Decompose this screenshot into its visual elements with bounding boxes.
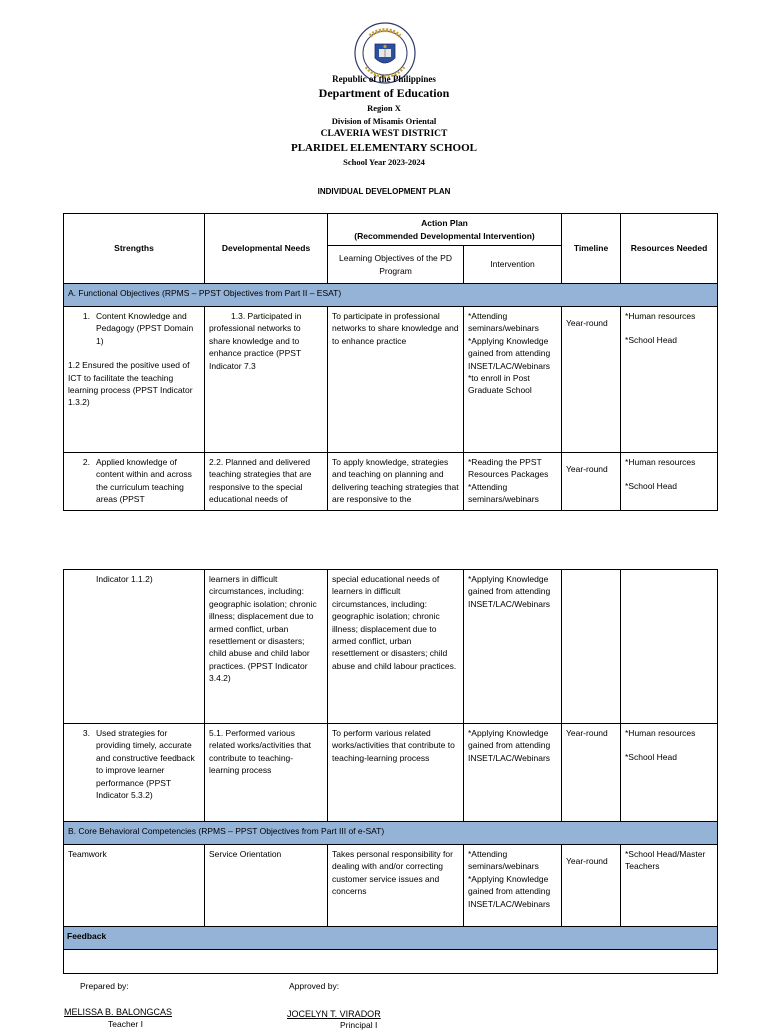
table-row bbox=[64, 570, 718, 724]
developmental-need-cell: 2.2. Planned and delivered teaching strategies that are responsive to the special educational needs of bbox=[205, 453, 328, 511]
resources-cell bbox=[621, 724, 718, 822]
timeline-cell: Year-round bbox=[562, 307, 621, 453]
intervention-item: *Applying Knowledge gained from attending INSET/LAC/Webinars bbox=[468, 335, 551, 371]
col-header-developmental-needs: Developmental Needs bbox=[205, 214, 328, 284]
action-plan-sublabel: (Recommended Developmental Intervention) bbox=[354, 230, 535, 241]
timeline-cell: Year-round bbox=[562, 453, 621, 511]
strength-text: Indicator 1.1.2) bbox=[96, 574, 153, 584]
col-header-intervention: Intervention bbox=[464, 246, 562, 284]
learning-objective-cell: special educational needs of learners in difficult circumstances, including: geographic isolation; chronic illness; displacement due to armed conflict, urban resettlement or disasters; child abuse and child labour practices. bbox=[328, 570, 464, 724]
learning-objective-cell: To perform various related works/activities that contribute to teaching-learning process bbox=[328, 724, 464, 822]
developmental-need-cell: Service Orientation bbox=[205, 845, 328, 927]
resource-item: *Human resources bbox=[625, 311, 696, 321]
preparer-name: MELISSA B. BALONGCAS bbox=[64, 1007, 173, 1017]
intervention-item: *Attending seminars/webinars bbox=[468, 311, 539, 334]
intervention-item: *Applying Knowledge gained from attending INSET/LAC/Webinars bbox=[468, 873, 551, 909]
strength-cell bbox=[64, 307, 205, 453]
approved-by-label: Approved by: bbox=[289, 981, 340, 991]
intervention-cell: *Applying Knowledge gained from attending INSET/LAC/Webinars bbox=[464, 570, 562, 724]
idp-table-page-1 bbox=[63, 213, 718, 511]
feedback-content bbox=[64, 950, 718, 974]
school-year: School Year 2023-2024 bbox=[343, 157, 425, 167]
resource-item: *School Head bbox=[625, 481, 677, 492]
timeline-cell: Year-round bbox=[562, 845, 621, 927]
col-header-timeline: Timeline bbox=[562, 214, 621, 284]
resources-cell bbox=[621, 307, 718, 453]
learning-objective-cell: To apply knowledge, strategies and teaching on planning and delivering teaching strategies that are responsive to the bbox=[328, 453, 464, 511]
resource-item: *Human resources bbox=[625, 728, 696, 738]
resources-cell bbox=[621, 570, 718, 724]
developmental-need-cell: learners in difficult circumstances, including: geographic isolation; chronic illness; displacement due to armed conflict, urban resettlement or disasters; child abuse and child labor practices. (PPST Indicator 3.4.2) bbox=[205, 570, 328, 724]
strength-cell bbox=[64, 724, 205, 822]
resource-item: *School Head bbox=[625, 752, 677, 763]
region-line: Region X bbox=[367, 103, 401, 113]
idp-table-page-2 bbox=[63, 569, 718, 974]
row-number: 3. bbox=[82, 728, 90, 738]
col-header-strengths: Strengths bbox=[64, 214, 205, 284]
school-name: PLARIDEL ELEMENTARY SCHOOL bbox=[290, 142, 478, 154]
row-number: 1. bbox=[82, 311, 90, 321]
intervention-item: *to enroll in Post Graduate School bbox=[468, 373, 532, 396]
intervention-cell bbox=[464, 453, 562, 511]
section-b-header: B. Core Behavioral Competencies (RPMS – PPST Objectives from Part III of e-SAT) bbox=[64, 822, 718, 845]
strength-subtext: 1.2 Ensured the positive used of ICT to facilitate the teaching learning process (PPST Indicator 1.3.2) bbox=[68, 360, 193, 408]
col-header-resources: Resources Needed bbox=[621, 214, 718, 284]
col-header-action-plan bbox=[328, 214, 562, 246]
preparer-title: Teacher I bbox=[108, 1019, 143, 1029]
resources-cell bbox=[621, 453, 718, 511]
col-header-learning-objectives: Learning Objectives of the PD Program bbox=[328, 246, 464, 284]
developmental-need-cell: 5.1. Performed various related works/activities that contribute to teaching-learning process bbox=[205, 724, 328, 822]
prepared-by-label: Prepared by: bbox=[80, 981, 129, 991]
intervention-cell bbox=[464, 845, 562, 927]
section-a-header: A. Functional Objectives (RPMS – PPST Objectives from Part II – ESAT) bbox=[64, 284, 718, 307]
intervention-cell: *Applying Knowledge gained from attending INSET/LAC/Webinars bbox=[464, 724, 562, 822]
intervention-item: *Reading the PPST Resources Packages bbox=[468, 457, 549, 480]
district-line: CLAVERIA WEST DISTRICT bbox=[320, 129, 448, 139]
table-row bbox=[64, 724, 718, 822]
strength-text: Content Knowledge and Pedagogy (PPST Domain 1) bbox=[96, 311, 194, 346]
timeline-cell: Year-round bbox=[562, 724, 621, 822]
learning-objective-cell: Takes personal responsibility for dealing with and/or correcting customer service issues and concerns bbox=[328, 845, 464, 927]
intervention-item: *Attending seminars/webinars bbox=[468, 849, 539, 872]
resources-cell: *School Head/Master Teachers bbox=[621, 845, 718, 927]
resource-item: *School Head bbox=[625, 335, 677, 346]
approver-name: JOCELYN T. VIRADOR bbox=[287, 1009, 381, 1019]
resource-item: *Human resources bbox=[625, 457, 696, 467]
table-row bbox=[64, 845, 718, 927]
strength-cell bbox=[64, 453, 205, 511]
strength-text: Applied knowledge of content within and across the curriculum teaching areas (PPST bbox=[96, 457, 192, 505]
timeline-cell bbox=[562, 570, 621, 724]
strength-text: Used strategies for providing timely, accurate and constructive feedback to improve learner performance (PPST Indicator 5.3.2) bbox=[96, 728, 195, 801]
strength-cell bbox=[64, 570, 205, 724]
developmental-need-cell: 1.3. Participated in professional networks to share knowledge and to enhance practice (PPST Indicator 7.3 bbox=[205, 307, 328, 453]
action-plan-label: Action Plan bbox=[421, 218, 468, 229]
strength-cell: Teamwork bbox=[64, 845, 205, 927]
learning-objective-cell: To participate in professional networks to share knowledge and to enhance practice bbox=[328, 307, 464, 453]
document-title: INDIVIDUAL DEVELOPMENT PLAN bbox=[317, 187, 451, 196]
intervention-item: *Attending seminars/webinars bbox=[468, 481, 539, 505]
republic-line: Republic of the Philippines bbox=[332, 74, 436, 84]
department-line: Department of Education bbox=[318, 86, 450, 100]
row-number: 2. bbox=[82, 457, 90, 467]
table-row bbox=[64, 453, 718, 511]
approver-title: Principal I bbox=[340, 1020, 378, 1030]
feedback-header: Feedback bbox=[64, 927, 718, 950]
table-row bbox=[64, 307, 718, 453]
intervention-cell bbox=[464, 307, 562, 453]
division-line: Division of Misamis Oriental bbox=[331, 116, 437, 126]
